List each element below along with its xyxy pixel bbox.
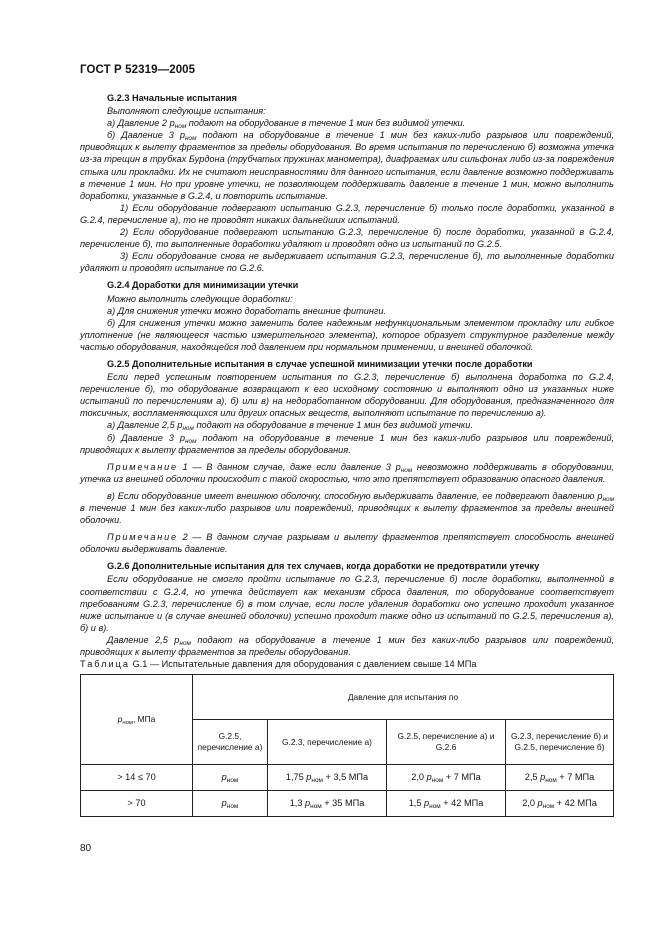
column-header: G.2.3, перечисление а) — [268, 720, 387, 765]
group-header: Давление для испытания по — [193, 675, 614, 720]
note-2 — [80, 531, 614, 555]
paragraph: б) Для снижения утечки можно заменить более надежным нефункциональным элементом прокладку или гибкое уплотнение (не являющееся частью измерительного элемента), которое образует структурное разделение между частью оборудования, находящейся под давлением при нормальном применении, и внешней оболочкой. — [80, 317, 614, 352]
table-cell: > 14 ≤ 70 — [81, 765, 193, 791]
table-caption-text: G.1 — Испытательные давления для оборудования с давлением свыше 14 МПа — [130, 659, 477, 670]
table-cell: 1,3 $p_{ном} + 35$ МПа — [268, 791, 387, 817]
section-heading-g24: G.2.4 Доработки для минимизации утечки — [107, 280, 299, 291]
paragraph: 1) Если оборудование подвергают испытанию G.2.3, перечисление б) только после доработки, указанной в G.2.4, перечисление а), то не проводят никаких дальнейших испытаний. — [80, 202, 614, 225]
note-text: 1 — В данном случае, даже если давление 3 $p_{ном}$ невозможно поддерживать в оборудовании, утечка из внешней оболочки происходит с такой скоростью, что это препятствует образованию опасного давления. — [80, 461, 614, 484]
pressure-table — [80, 674, 614, 817]
table-cell: > 70 — [81, 791, 193, 817]
paragraph: а) Давление 2,5 $p_{ном}$ подают на оборудование в течение 1 мин без видимой утечки. — [107, 420, 473, 433]
note-label: Примечание — [107, 532, 178, 543]
section-heading-g25: G.2.5 Дополнительные испытания в случае успешной минимизации утечки после доработки — [107, 358, 533, 369]
section-heading-g23: G.2.3 Начальные испытания — [107, 93, 237, 103]
section-heading-g26: G.2.6 Дополнительные испытания для тех случаев, когда доработки не предотвратили утечку — [107, 561, 540, 572]
table-header-row — [81, 675, 614, 720]
content — [80, 92, 614, 817]
page-number: 80 — [80, 843, 92, 854]
table-row — [81, 791, 614, 817]
table-cell: 1,5 $p_{ном} + 42$ МПа — [387, 791, 506, 817]
paragraph: Выполняют следующие испытания: — [107, 106, 266, 117]
standard-header: ГОСТ Р 52319—2005 — [80, 64, 196, 76]
paragraph: б) Давление 3 $p_{ном}$ подают на оборудование в течение 1 мин без каких-либо разрывов или повреждений, приводящих к вылету фрагментов за пределы оборудования. — [80, 432, 615, 455]
paragraph: а) Давление 2 $p_{ном}$ подают на оборудование в течение 1 мин без видимой утечки. — [107, 118, 466, 131]
table-cell: 1,75 $p_{ном} + 3,5$ МПа — [268, 765, 387, 791]
table-cell: $p_{ном}$ — [193, 765, 268, 791]
note-text: 2 — В данном случае разрывам и вылету фрагментов препятствует способность внешней оболочки выдерживать давление. — [80, 532, 614, 555]
paragraph: Можно выполнить следующие доработки: — [107, 293, 293, 304]
paragraph: 2) Если оборудование подвергают испытанию G.2.3, перечисление б) после доработки, указанной в G.2.4, перечисление б), то выполненные доработки удаляют и проводят одно из испытаний по G.2.5. — [80, 227, 614, 250]
paragraph: в) Если оборудование имеет внешнюю оболочку, способную выдерживать давление, ее подвергают давлению $p_{ном}$ в течение 1 мин без каких-либо разрывов или повреждений, приводящих к вылету фрагментов за пределы внешней оболочки. — [80, 490, 614, 526]
paragraph: а) Для снижения утечки можно доработать внешние фитинги. — [107, 305, 387, 316]
column-header: G.2.5, перечисление а) и G.2.6 — [387, 720, 506, 765]
table-cell: 2,0 $p_{ном} + 42$ МПа — [506, 791, 614, 817]
note-1 — [80, 461, 614, 485]
column-header: G.2.3, перечисление б) и G.2.5, перечисление б) — [506, 720, 614, 765]
paragraph: Если перед успешным повторением испытания по G.2.3, перечисление б) выполнена доработка по G.2.4, перечисление б), то оборудование возвращают к его исходному состоянию и выполняют одно из указанных ниже испытаний по перечислениям а), б) или в) на недоработанном оборудовании. Для оборудования, предназначенного для токсичных, воспламеняющихся или других опасных веществ, выполняют испытание по перечислению а). — [80, 372, 614, 419]
paragraph: Если оборудование не смогло пройти испытание по G.2.3, перечисление б) после доработки, выполненной в соответствии с G.2.4, но утечка действует как механизм сброса давления, то оборудование соответствует требованиям G.2.3, перечисление б) в том случае, если после удаления доработки оно успешно проходит указанное ниже испытание и (в случае внешней оболочки) успешно проходит также одно из испытаний по G.2.5, перечисления а), б) и в). — [80, 574, 614, 633]
column-header: G.2.5, перечисление а) — [193, 720, 268, 765]
note-label: Примечание — [107, 461, 178, 472]
column-header: $p_{ном}$, МПа — [81, 675, 193, 765]
table-row — [81, 765, 614, 791]
paragraph: 3) Если оборудование снова не выдерживает испытания G.2.3, перечисление б), то выполненные доработки удаляют и проводят испытание по G.2.6. — [80, 251, 614, 274]
table-cell: $p_{ном}$ — [193, 791, 268, 817]
table-caption — [80, 658, 614, 670]
table-caption-label: Таблица — [80, 659, 131, 670]
table-cell: 2,0 $p_{ном} + 7$ МПа — [387, 765, 506, 791]
table-cell: 2,5 $p_{ном} + 7$ МПа — [506, 765, 614, 791]
paragraph: Давление 2,5 $p_{ном}$ подают на оборудование в течение 1 мин без каких-либо разрывов или повреждений, приводящих к вылету фрагментов за пределы оборудования. — [80, 634, 614, 658]
paragraph: б) Давление 3 $p_{ном}$ подают на оборудование в течение 1 мин без каких-либо разрывов или повреждений, приводящих к вылету фрагментов за пределы оборудования. Во время испытания по перечислению б) возможна утечка из-за трещин в трубках Бурдона (трубчатых пружинах манометра), диафрагмах или сильфонах либо из-за повреждения стыка или прокладки. Их не считают неисправностями для данного испытания, если давление возможно поддерживать в течение 1 мин. Но при уровне утечки, не позволяющем поддерживать давление в течение 1 мин, можно выполнить доработки, указанные в G.2.4, и повторить испытание. — [80, 130, 615, 201]
